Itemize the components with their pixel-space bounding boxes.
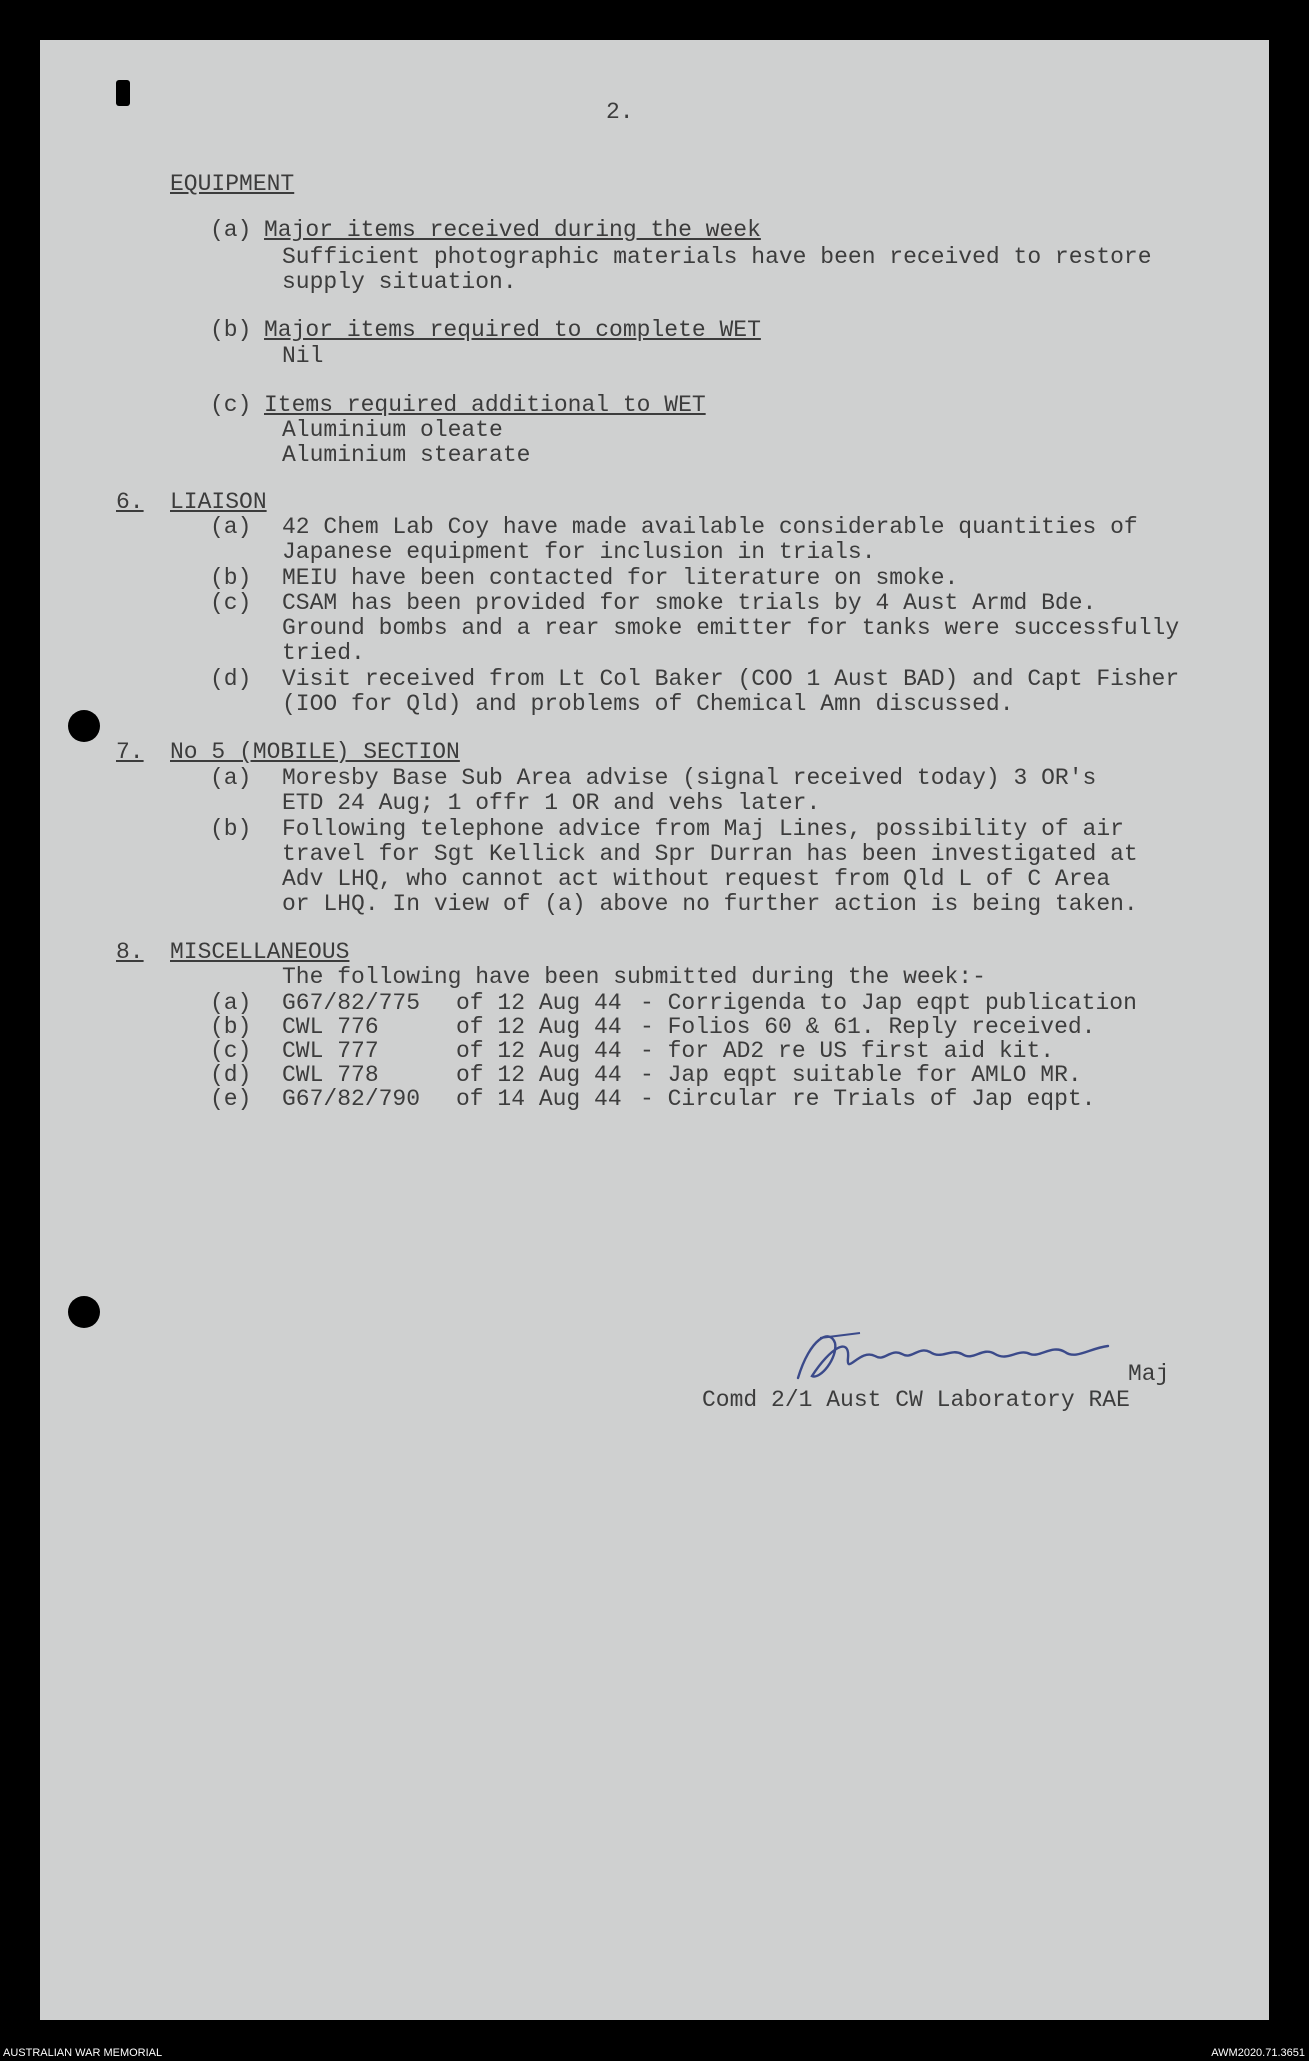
item-text: Sufficient photographic materials have been received to restore (282, 244, 1152, 270)
section-heading-misc: MISCELLANEOUS (170, 939, 350, 965)
section-heading-liaison: LIAISON (170, 489, 267, 515)
item-text: Moresby Base Sub Area advise (signal received today) 3 OR's (282, 765, 1097, 791)
item-marker: (c) (210, 1038, 252, 1064)
item-text: ETD 24 Aug; 1 offr 1 OR and vehs later. (282, 790, 821, 816)
footer-catalogue-number: AWM2020.71.3651 (1211, 2047, 1305, 2059)
punch-hole-top (68, 710, 100, 742)
item-text: tried. (282, 640, 365, 666)
item-text: (IOO for Qld) and problems of Chemical Amn discussed. (282, 691, 1014, 717)
misc-intro: The following have been submitted during the week:- (282, 964, 986, 990)
submission-date: of 12 Aug 44 (456, 990, 622, 1016)
item-title: Items required additional to WET (264, 392, 706, 418)
item-text: Aluminium stearate (282, 442, 531, 468)
submission-date: of 12 Aug 44 (456, 1014, 622, 1040)
item-text: Ground bombs and a rear smoke emitter for tanks were successfully (282, 615, 1180, 641)
item-text: 42 Chem Lab Coy have made available considerable quantities of (282, 514, 1138, 540)
item-text: CSAM has been provided for smoke trials by 4 Aust Armd Bde. (282, 590, 1097, 616)
submission-description: - Circular re Trials of Jap eqpt. (640, 1086, 1096, 1112)
item-marker: (e) (210, 1086, 252, 1112)
item-marker: (c) (210, 392, 252, 418)
item-text: Following telephone advice from Maj Lines, possibility of air (282, 816, 1124, 842)
section-number: 6. (116, 489, 144, 515)
signature-rank: Maj (1128, 1361, 1170, 1387)
item-text: Visit received from Lt Col Baker (COO 1 Aust BAD) and Capt Fisher (282, 666, 1180, 692)
signature-title: Comd 2/1 Aust CW Laboratory RAE (702, 1387, 1130, 1413)
item-marker: (a) (210, 217, 252, 243)
item-marker: (d) (210, 666, 252, 692)
item-text: travel for Sgt Kellick and Spr Durran has been investigated at (282, 841, 1138, 867)
handwritten-signature (790, 1318, 1130, 1398)
item-marker: (b) (210, 1014, 252, 1040)
item-marker: (d) (210, 1062, 252, 1088)
item-text: or LHQ. In view of (a) above no further action is being taken. (282, 891, 1138, 917)
file-reference: G67/82/790 (282, 1086, 421, 1112)
item-marker: (b) (210, 565, 252, 591)
item-text: Japanese equipment for inclusion in trials. (282, 539, 876, 565)
submission-description: - Jap eqpt suitable for AMLO MR. (640, 1062, 1082, 1088)
section-heading-mobile: No 5 (MOBILE) SECTION (170, 739, 460, 765)
file-reference: CWL 776 (282, 1014, 379, 1040)
item-text: MEIU have been contacted for literature on smoke. (282, 565, 959, 591)
item-text: Aluminium oleate (282, 417, 503, 443)
item-marker: (b) (210, 317, 252, 343)
section-number: 7. (116, 739, 144, 765)
file-reference: G67/82/775 (282, 990, 421, 1016)
item-marker: (a) (210, 514, 252, 540)
item-marker: (b) (210, 816, 252, 842)
section-number: 8. (116, 939, 144, 965)
item-marker: (c) (210, 590, 252, 616)
item-text: Nil (282, 343, 324, 369)
file-reference: CWL 777 (282, 1038, 379, 1064)
item-marker: (a) (210, 990, 252, 1016)
punch-hole-bottom (68, 1296, 100, 1328)
file-reference: CWL 778 (282, 1062, 379, 1088)
submission-date: of 12 Aug 44 (456, 1062, 622, 1088)
item-marker: (a) (210, 765, 252, 791)
item-text: supply situation. (282, 269, 517, 295)
submission-description: - for AD2 re US first aid kit. (640, 1038, 1055, 1064)
item-text: Adv LHQ, who cannot act without request from Qld L of C Area (282, 866, 1111, 892)
submission-date: of 14 Aug 44 (456, 1086, 622, 1112)
page-number: 2. (606, 99, 634, 125)
item-title: Major items received during the week (264, 217, 761, 243)
submission-date: of 12 Aug 44 (456, 1038, 622, 1064)
submission-description: - Corrigenda to Jap eqpt publication (640, 990, 1137, 1016)
footer-archive-name: AUSTRALIAN WAR MEMORIAL (3, 2047, 163, 2059)
section-heading-equipment: EQUIPMENT (170, 171, 295, 197)
submission-description: - Folios 60 & 61. Reply received. (640, 1014, 1096, 1040)
item-title: Major items required to complete WET (264, 317, 761, 343)
binder-mark (116, 80, 130, 106)
